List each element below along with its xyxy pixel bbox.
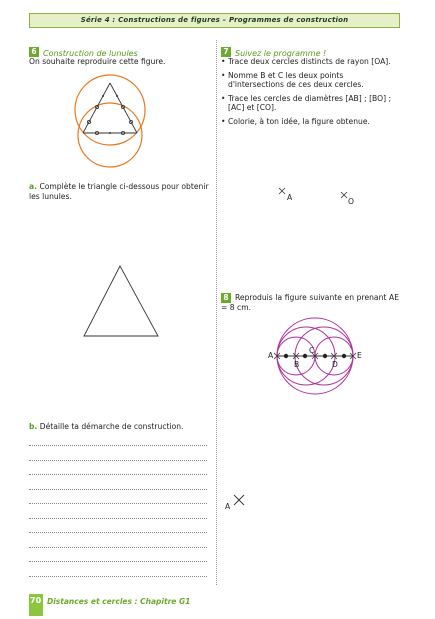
series-banner: Série 4 : Constructions de figures – Programmes de construction bbox=[29, 13, 400, 28]
writing-line[interactable] bbox=[29, 561, 207, 562]
point-O-label: O bbox=[348, 197, 354, 206]
page-number: 70 bbox=[30, 596, 42, 605]
column-divider bbox=[216, 40, 217, 585]
writing-line[interactable] bbox=[29, 474, 207, 475]
ex6-intro: On souhaite reproduire cette figure. bbox=[29, 57, 166, 66]
writing-line[interactable] bbox=[29, 576, 207, 577]
writing-line[interactable] bbox=[29, 489, 207, 490]
label-A: A bbox=[268, 351, 274, 360]
label-B: B bbox=[294, 360, 300, 369]
lunule-circle-bottom bbox=[78, 103, 142, 167]
ex7-title: Suivez le programme ! bbox=[235, 49, 327, 58]
chapter-title: Distances et cercles : Chapitre G1 bbox=[47, 597, 191, 606]
incomplete-triangle bbox=[78, 260, 163, 340]
label-C: C bbox=[309, 346, 315, 355]
writing-line[interactable] bbox=[29, 518, 207, 519]
ex8-text: Reproduis la figure suivante en prenant AE = 8 cm. bbox=[221, 293, 399, 312]
ex6-a-text: Complète le triangle ci-dessous pour obtenir les lunules. bbox=[29, 182, 209, 201]
lunule-circle-top bbox=[75, 75, 145, 145]
ex8-number: 8 bbox=[221, 293, 231, 303]
ex6-b-text: Détaille ta démarche de construction. bbox=[39, 422, 184, 431]
ex7-steps bbox=[221, 57, 401, 130]
ex7-step: • Trace deux cercles distincts de rayon [OA]. bbox=[221, 57, 401, 67]
ex8-statement bbox=[221, 293, 399, 313]
writing-line[interactable] bbox=[29, 547, 207, 548]
ex6-a-label: a. bbox=[29, 182, 38, 191]
ex7-step: • Colorie, à ton idée, la figure obtenue. bbox=[221, 117, 401, 127]
ex7-step: • Nomme B et C les deux points d'intersections de ces deux cercles. bbox=[221, 71, 401, 90]
ex6-question-b bbox=[29, 422, 183, 432]
lunules-figure bbox=[55, 70, 165, 180]
ex6-b-label: b. bbox=[29, 422, 38, 431]
writing-line[interactable] bbox=[29, 460, 207, 461]
ex6-title: Construction de lunules bbox=[43, 49, 138, 58]
point-A-label: A bbox=[287, 193, 293, 202]
ex6-number: 6 bbox=[29, 47, 39, 57]
label-D: D bbox=[332, 360, 338, 369]
label-E: E bbox=[357, 351, 362, 360]
ex8-point-A-label: A bbox=[225, 502, 231, 511]
writing-line[interactable] bbox=[29, 445, 207, 446]
writing-line[interactable] bbox=[29, 503, 207, 504]
ex7-step: • Trace les cercles de diamètres [AB] ; [BO] ; [AC] et [CO]. bbox=[221, 94, 401, 113]
writing-line[interactable] bbox=[29, 532, 207, 533]
ex8-circles-figure bbox=[270, 314, 360, 398]
ex6-question-a bbox=[29, 182, 209, 202]
ex7-number: 7 bbox=[221, 47, 231, 57]
ex8-start-point bbox=[232, 493, 246, 507]
